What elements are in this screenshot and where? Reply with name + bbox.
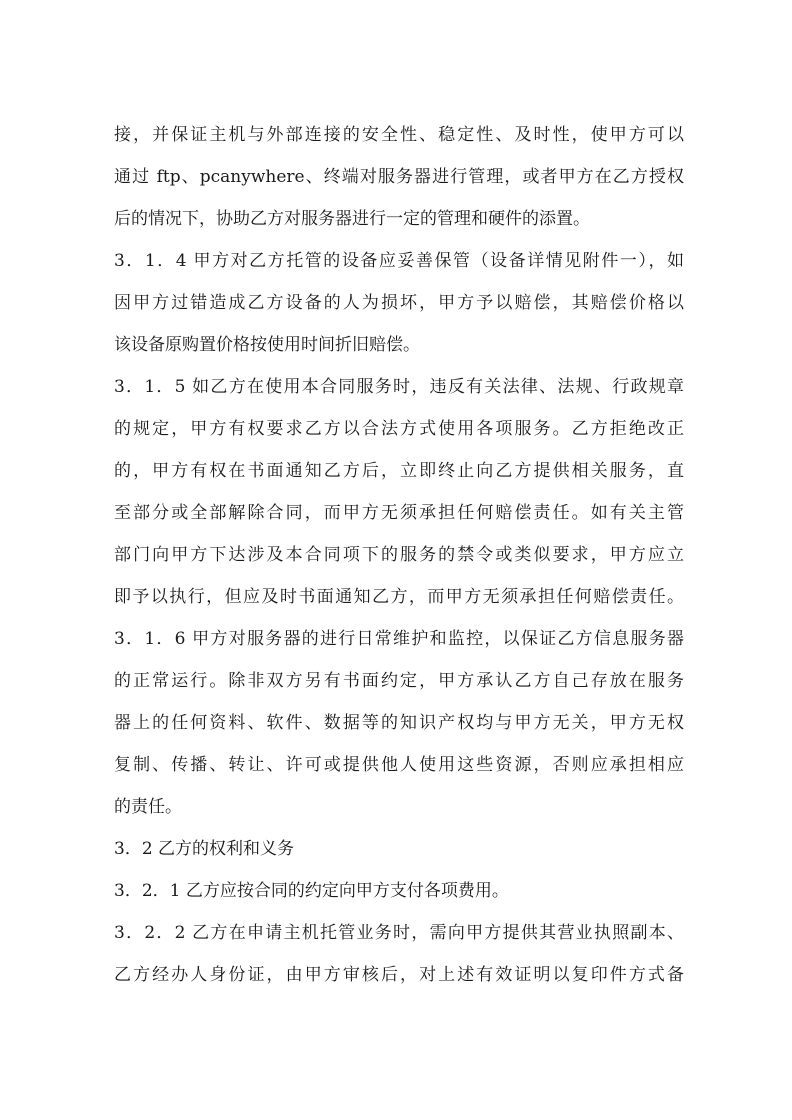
text-line: 复制、传播、转让、许可或提供他人使用这些资源，否则应承担相应 [114,755,684,775]
text-line: 3．1．5 如乙方在使用本合同服务时，违反有关法律、法规、行政规章 [114,377,684,397]
text-line: 部门向甲方下达涉及本合同项下的服务的禁令或类似要求，甲方应立 [114,545,684,565]
text-line: 器上的任何资料、软件、数据等的知识产权均与甲方无关，甲方无权 [114,713,684,733]
text-line: 通过 ftp、pcanywhere、终端对服务器进行管理，或者甲方在乙方授权 [114,167,684,187]
text-line: 3．2．2 乙方在申请主机托管业务时，需向甲方提供其营业执照副本、 [114,923,684,943]
text-line: 该设备原购置价格按使用时间折旧赔偿。 [114,335,420,355]
document-body [114,114,684,996]
text-line: 3．2 乙方的权利和义务 [114,839,295,859]
text-line: 因甲方过错造成乙方设备的人为损坏，甲方予以赔偿，其赔偿价格以 [114,293,684,313]
text-line: 接，并保证主机与外部连接的安全性、稳定性、及时性，使甲方可以 [114,125,684,145]
text-line: 3．1．4 甲方对乙方托管的设备应妥善保管（设备详情见附件一），如 [114,251,684,271]
text-line: 即予以执行，但应及时书面通知乙方，而甲方无须承担任何赔偿责任。 [114,587,684,607]
text-line: 的，甲方有权在书面通知乙方后，立即终止向乙方提供相关服务，直 [114,461,684,481]
text-line: 至部分或全部解除合同，而甲方无须承担任何赔偿责任。如有关主管 [114,503,684,523]
text-line: 的正常运行。除非双方另有书面约定，甲方承认乙方自己存放在服务 [114,671,684,691]
text-line: 的责任。 [114,797,182,817]
text-line: 后的情况下，协助乙方对服务器进行一定的管理和硬件的添置。 [114,209,590,229]
text-line: 的规定，甲方有权要求乙方以合法方式使用各项服务。乙方拒绝改正 [114,419,684,439]
text-line: 3．2．1 乙方应按合同的约定向甲方支付各项费用。 [114,881,509,901]
text-line: 3．1．6 甲方对服务器的进行日常维护和监控，以保证乙方信息服务器 [114,629,684,649]
text-line: 乙方经办人身份证，由甲方审核后，对上述有效证明以复印件方式备 [114,965,684,985]
